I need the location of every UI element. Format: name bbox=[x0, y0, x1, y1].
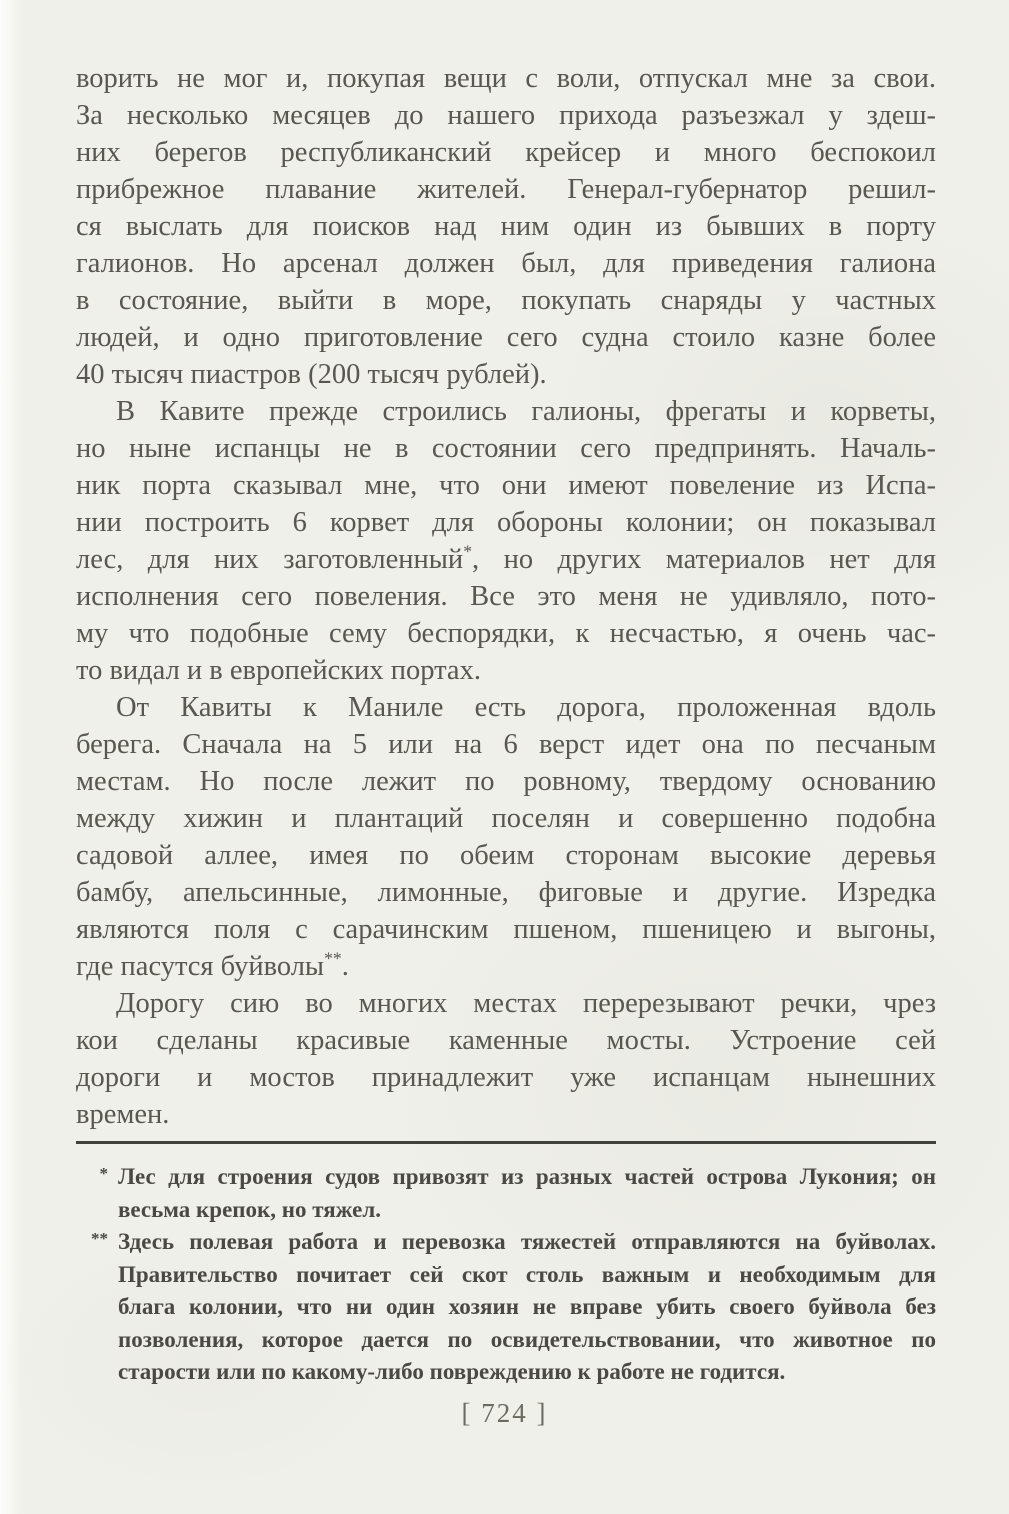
footnote-line: блага колонии, что ни один хозяин не вправе убить своего буйвола без bbox=[118, 1294, 936, 1319]
text-line: местам. Но после лежит по ровному, твердому основанию bbox=[76, 766, 936, 797]
paragraph bbox=[76, 985, 936, 1133]
text-line: где пасутся буйволы**. bbox=[76, 948, 349, 982]
footnote-marker: * bbox=[99, 1164, 108, 1183]
footnote-line: Здесь полевая работа и перевозка тяжестей отправляются на буйволах. bbox=[118, 1229, 936, 1254]
footnote bbox=[76, 1161, 936, 1226]
text-line: ся выслать для поисков над ним один из бывших в порту bbox=[76, 211, 936, 242]
paragraph bbox=[76, 393, 936, 689]
text-line: них берегов республиканский крейсер и много беспокоил bbox=[76, 137, 936, 168]
text-line: исполнения сего повеления. Все это меня не удивляло, пото- bbox=[76, 581, 936, 612]
footnote-line: позволения, которое дается по освидетельствовании, что животное по bbox=[118, 1326, 936, 1352]
text-line: лес, для них заготовленный*, но других материалов нет для bbox=[76, 541, 936, 575]
body-text bbox=[76, 60, 936, 1133]
paragraph bbox=[76, 60, 936, 393]
footnote-line: Лес для строения судов привозят из разных частей острова Лукония; он bbox=[118, 1164, 936, 1189]
text-line: галионов. Но арсенал должен был, для приведения галиона bbox=[76, 248, 936, 279]
footnote-separator bbox=[76, 1141, 936, 1144]
text-line: 40 тысяч пиастров (200 тысяч рублей). bbox=[76, 359, 547, 390]
text-line: ник порта сказывал мне, что они имеют повеление из Испа- bbox=[76, 470, 936, 501]
page-number: [ 724 ] bbox=[461, 1398, 548, 1428]
footnote-marker: ** bbox=[91, 1229, 108, 1248]
text-line: дороги и мостов принадлежит уже испанцам нынешних bbox=[76, 1062, 936, 1093]
text-line: За несколько месяцев до нашего прихода разъезжал у здеш- bbox=[76, 100, 936, 131]
text-line: садовой аллее, имея по обеим сторонам высокие деревья bbox=[76, 840, 936, 871]
text-line: но ныне испанцы не в состоянии сего предпринять. Началь- bbox=[76, 433, 936, 464]
footnote bbox=[76, 1226, 936, 1389]
paragraph bbox=[76, 689, 936, 985]
text-line: Дорогу сию во многих местах перерезывают речки, чрез bbox=[116, 988, 936, 1019]
text-line: людей, и одно приготовление сего судна стоило казне более bbox=[76, 322, 936, 353]
text-line: бамбу, апельсинные, лимонные, фиговые и другие. Изредка bbox=[76, 877, 936, 908]
text-line: му что подобные сему беспорядки, к несчастью, я очень час- bbox=[76, 618, 936, 649]
footnote-line: Правительство почитает сей скот столь важным и необходимым для bbox=[118, 1261, 936, 1287]
text-line: между хижин и плантаций поселян и совершенно подобна bbox=[76, 803, 936, 834]
footnote-line: весьма крепок, но тяжел. bbox=[118, 1196, 381, 1222]
text-line: нии построить 6 корвет для обороны колонии; он показывал bbox=[76, 507, 936, 538]
text-line: От Кавиты к Маниле есть дорога, проложенная вдоль bbox=[116, 692, 936, 723]
footnote-line: старости или по какому-либо повреждению к работе не годится. bbox=[118, 1359, 786, 1384]
text-line: то видал и в европейских портах. bbox=[76, 655, 481, 686]
footnotes bbox=[76, 1161, 936, 1389]
text-line: времен. bbox=[76, 1099, 170, 1130]
text-line: являются поля с сарачинским пшеном, пшеницею и выгоны, bbox=[76, 914, 936, 945]
text-line: берега. Сначала на 5 или на 6 верст идет она по песчаным bbox=[76, 729, 936, 760]
text-line: прибрежное плавание жителей. Генерал-губернатор решил- bbox=[76, 174, 936, 205]
text-line: кои сделаны красивые каменные мосты. Устроение сей bbox=[76, 1025, 936, 1056]
text-line: ворить не мог и, покупая вещи с воли, отпускал мне за свои. bbox=[76, 63, 936, 94]
text-line: в состояние, выйти в море, покупать снаряды у частных bbox=[76, 285, 936, 316]
text-line: В Кавите прежде строились галионы, фрегаты и корветы, bbox=[116, 396, 936, 427]
